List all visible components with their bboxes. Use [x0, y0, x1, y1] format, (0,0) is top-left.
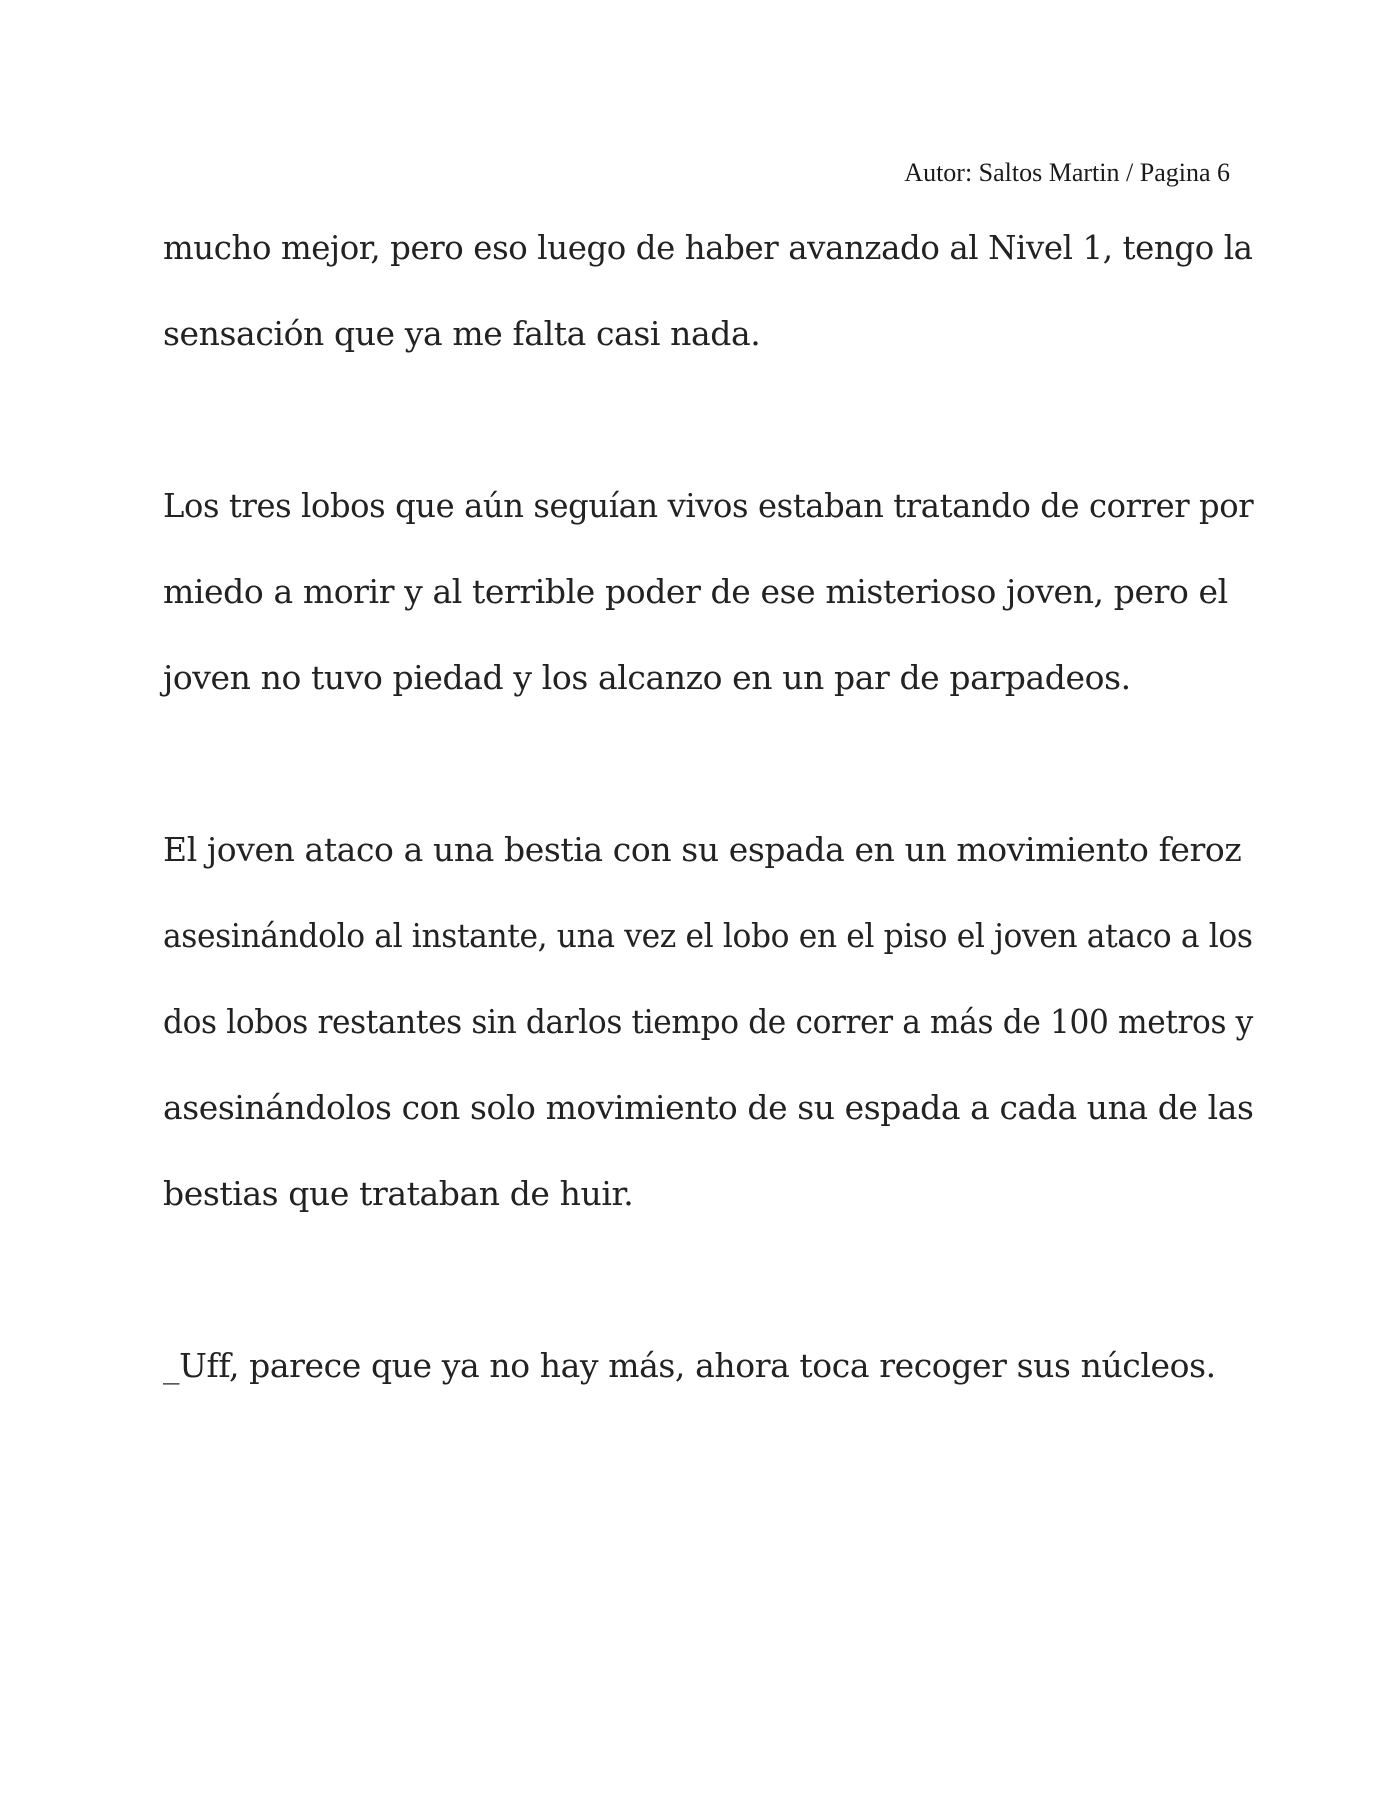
text-line: mucho mejor, pero eso luego de haber avanzado al Nivel 1, tengo la [163, 228, 1253, 267]
document-body [163, 218, 1253, 1422]
page-header: Autor: Saltos Martin / Pagina 6 [904, 158, 1230, 187]
text-line: bestias que trataban de huir. [163, 1174, 634, 1213]
text-line: Los tres lobos que aún seguían vivos estaban tratando de correr por [163, 486, 1254, 525]
paragraph-gap [163, 734, 1253, 820]
text-line: El joven ataco a una bestia con su espada en un movimiento feroz [163, 830, 1242, 869]
paragraph [163, 476, 1253, 734]
text-line: asesinándolo al instante, una vez el lobo en el piso el joven ataco a los [163, 916, 1253, 955]
paragraph [163, 820, 1253, 1250]
text-line: dos lobos restantes sin darlos tiempo de correr a más de 100 metros y [163, 1002, 1253, 1041]
text-line: miedo a morir y al terrible poder de ese misterioso joven, pero el [163, 572, 1228, 611]
paragraph-gap [163, 1250, 1253, 1336]
text-line: joven no tuvo piedad y los alcanzo en un par de parpadeos. [163, 658, 1131, 697]
paragraph [163, 218, 1253, 390]
paragraph-gap [163, 390, 1253, 476]
text-line: sensación que ya me falta casi nada. [163, 314, 761, 353]
text-line: asesinándolos con solo movimiento de su espada a cada una de las [163, 1088, 1254, 1127]
text-line: _Uff, parece que ya no hay más, ahora toca recoger sus núcleos. [163, 1346, 1216, 1385]
paragraph [163, 1336, 1253, 1422]
